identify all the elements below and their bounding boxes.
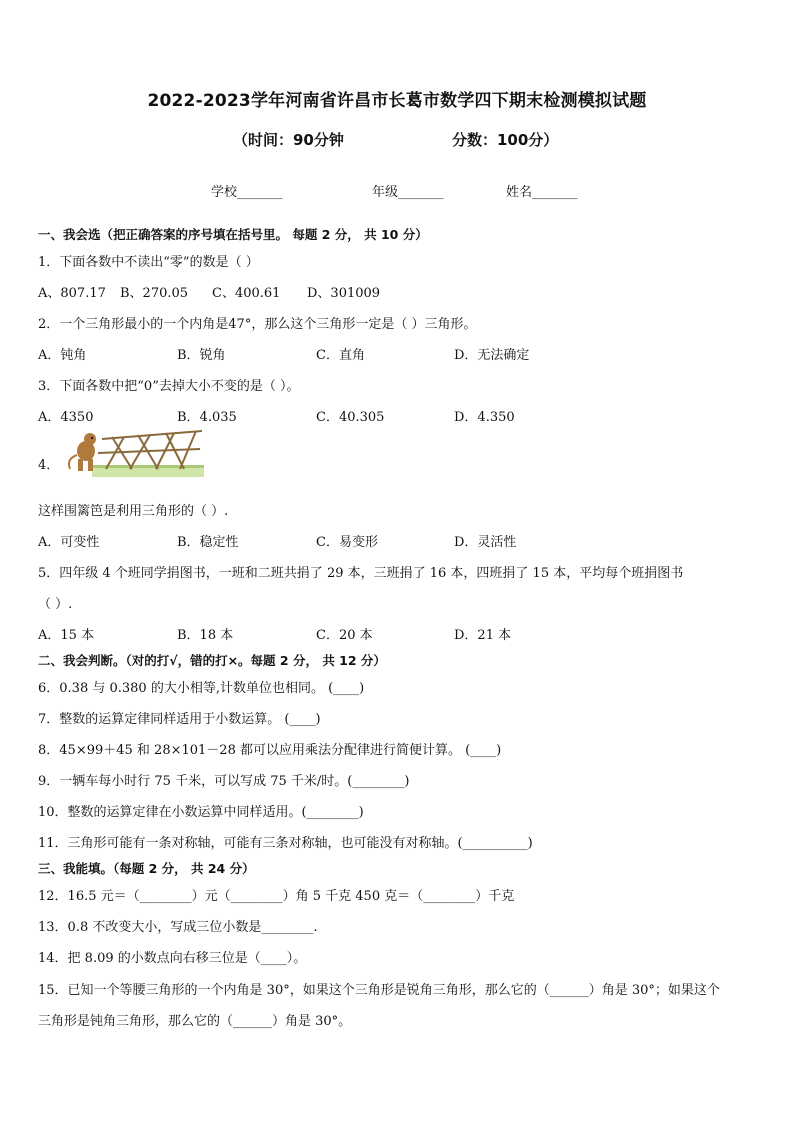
option-2d: D．无法确定 bbox=[454, 348, 530, 363]
question-5-blank: （ ）. bbox=[38, 597, 73, 612]
option-4d: D．灵活性 bbox=[454, 535, 517, 550]
option-3c: C．40.305 bbox=[316, 410, 385, 425]
grade-field: 年级_______ bbox=[372, 185, 444, 200]
option-4a: A．可变性 bbox=[38, 535, 100, 550]
question-6: 6．0.38 与 0.380 的大小相等,计数单位也相同。 (____) bbox=[38, 681, 365, 696]
school-field: 学校_______ bbox=[211, 185, 283, 200]
section-heading-choice: 一、我会选（把正确答案的序号填在括号里。 每题 2 分， 共 10 分） bbox=[38, 227, 428, 242]
option-1a: A、807.17 bbox=[38, 286, 106, 301]
question-15: 15．已知一个等腰三角形的一个内角是 30°，如果这个三角形是锐角三角形，那么它的（______）角是 30°；如果这个 bbox=[38, 983, 720, 998]
question-8: 8．45×99＋45 和 28×101－28 都可以应用乘法分配律进行简便计算。 (____) bbox=[38, 743, 502, 758]
question-5: 5．四年级 4 个班同学捐图书，一班和二班共捐了 29 本，三班捐了 16 本，四班捐了 15 本，平均每个班捐图书 bbox=[38, 566, 684, 581]
question-11: 11．三角形可能有一条对称轴，可能有三条对称轴，也可能没有对称轴。(__________) bbox=[38, 836, 533, 851]
question-3: 3．下面各数中把“0”去掉大小不变的是（ ）。 bbox=[38, 379, 300, 394]
question-10: 10．整数的运算定律在小数运算中同样适用。(________) bbox=[38, 805, 364, 820]
question-4-number: 4． bbox=[38, 458, 60, 473]
question-2: 2．一个三角形最小的一个内角是47°，那么这个三角形一定是（ ）三角形。 bbox=[38, 317, 477, 332]
question-4: 这样围篱笆是利用三角形的（ ）. bbox=[38, 504, 229, 519]
option-2b: B．锐角 bbox=[177, 348, 226, 363]
question-9: 9．一辆车每小时行 75 千米，可以写成 75 千米/时。(________) bbox=[38, 774, 410, 789]
option-2a: A．钝角 bbox=[38, 348, 87, 363]
question-15-cont: 三角形是钝角三角形，那么它的（______）角是 30°。 bbox=[38, 1014, 352, 1029]
option-5d: D．21 本 bbox=[454, 628, 512, 643]
option-1b: B、270.05 bbox=[120, 286, 189, 301]
exam-score: 分数：100分） bbox=[452, 131, 559, 149]
option-1d: D、301009 bbox=[307, 286, 381, 301]
option-1c: C、400.61 bbox=[212, 286, 281, 301]
section-heading-fill: 三、我能填。（每题 2 分， 共 24 分） bbox=[38, 861, 255, 876]
option-2c: C．直角 bbox=[316, 348, 365, 363]
option-3a: A．4350 bbox=[38, 410, 94, 425]
option-4b: B．稳定性 bbox=[177, 535, 239, 550]
name-field: 姓名_______ bbox=[506, 185, 578, 200]
question-14: 14．把 8.09 的小数点向右移三位是（____）。 bbox=[38, 951, 307, 966]
option-3d: D．4.350 bbox=[454, 410, 515, 425]
question-7: 7．整数的运算定律同样适用于小数运算。 (____) bbox=[38, 712, 321, 727]
page-title: 2022-2023学年河南省许昌市长葛市数学四下期末检测模拟试题 bbox=[147, 91, 647, 111]
option-4c: C．易变形 bbox=[316, 535, 378, 550]
section-heading-judge: 二、我会判断。（对的打√，错的打×。每题 2 分， 共 12 分） bbox=[38, 653, 386, 668]
question-12: 12．16.5 元＝（________）元（________）角 5 千克 450 克＝（________）千克 bbox=[38, 889, 515, 904]
option-5b: B．18 本 bbox=[177, 628, 234, 643]
option-3b: B．4.035 bbox=[177, 410, 237, 425]
question-13: 13．0.8 不改变大小，写成三位小数是________. bbox=[38, 920, 318, 935]
exam-time: （时间：90分钟 bbox=[233, 131, 344, 149]
question-1: 1．下面各数中不读出“零”的数是（ ） bbox=[38, 255, 259, 270]
option-5c: C．20 本 bbox=[316, 628, 373, 643]
fence-illustration bbox=[62, 429, 204, 477]
option-5a: A．15 本 bbox=[38, 628, 95, 643]
